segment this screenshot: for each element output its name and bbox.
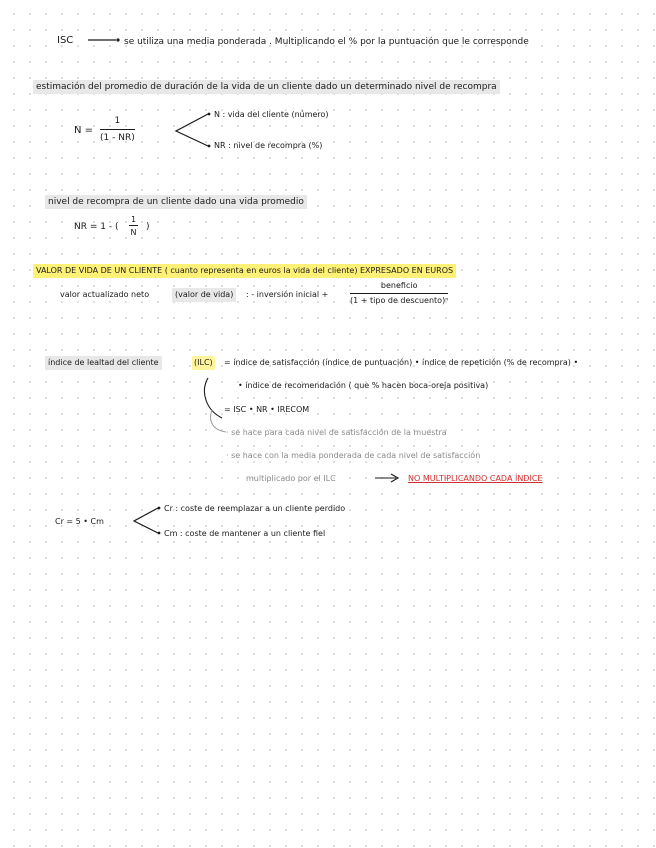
ilc-abbr: (ILC) (192, 356, 215, 370)
ilc-equation-1: = índice de satisfacción (índice de puntuación) • índice de repetición (% de recompra) • (224, 358, 579, 367)
recompra-fraction (129, 214, 138, 238)
recompra-fraction-denominator: N (130, 228, 137, 237)
ilc-note-3: multiplicado por el ILC (246, 474, 336, 483)
vida-fraction (100, 114, 135, 145)
van-label: valor actualizado neto (60, 290, 150, 299)
ilc-equation-2: • índice de recomendación ( que % hacen boca-oreja positiva) (238, 381, 489, 390)
coste-formula: Cr = 5 • Cm (55, 517, 104, 526)
ilc-note-1: · se hace para cada nivel de satisfacción de la muestra (226, 428, 447, 437)
def-nr: NR : nivel de recompra (%) (214, 141, 323, 150)
recompra-formula-suffix: ) (146, 222, 150, 232)
vida-formula-lhs: N = (74, 125, 94, 136)
def-cm: Cm : coste de mantener a un cliente fiel (164, 529, 326, 538)
isc-label: ISC (57, 35, 74, 46)
valor-heading: VALOR DE VIDA DE UN CLIENTE ( cuanto representa en euros la vida del cliente) EXPRESADO EN EUROS (33, 264, 456, 278)
def-n: N : vida del cliente (número) (214, 110, 329, 119)
ilc-note-2: · se hace con la media ponderada de cada nivel de satisfacción (226, 451, 481, 460)
ilc-equation-3: = ISC • NR • IRECOM (224, 405, 310, 414)
van-fraction (350, 280, 448, 307)
isc-description: se utiliza una media ponderada . Multiplicando el % por la puntuación que le corresponde (124, 37, 529, 47)
recompra-heading: nivel de recompra de un cliente dado una vida promedio (45, 195, 307, 209)
van-paren: (valor de vida) (172, 288, 236, 302)
vida-heading: estimación del promedio de duración de la vida de un cliente dado un determinado nivel de recompra (33, 80, 500, 94)
ilc-note-red: NO MULTIPLICANDO CADA ÍNDICE (408, 474, 543, 483)
van-fraction-denominator: (1 + tipo de descuento)ⁿ (350, 296, 449, 305)
recompra-formula-prefix: NR = 1 - ( (74, 222, 119, 232)
recompra-fraction-numerator: 1 (131, 215, 137, 224)
vida-fraction-numerator: 1 (100, 114, 135, 130)
van-equation: : - inversión inicial + (246, 290, 329, 299)
vida-fraction-denominator: (1 - NR) (100, 133, 135, 143)
van-fraction-numerator: beneficio (350, 280, 448, 294)
def-cr: Cr : coste de reemplazar a un cliente perdido (164, 504, 346, 513)
ilc-label: índice de lealtad del cliente (45, 356, 162, 370)
